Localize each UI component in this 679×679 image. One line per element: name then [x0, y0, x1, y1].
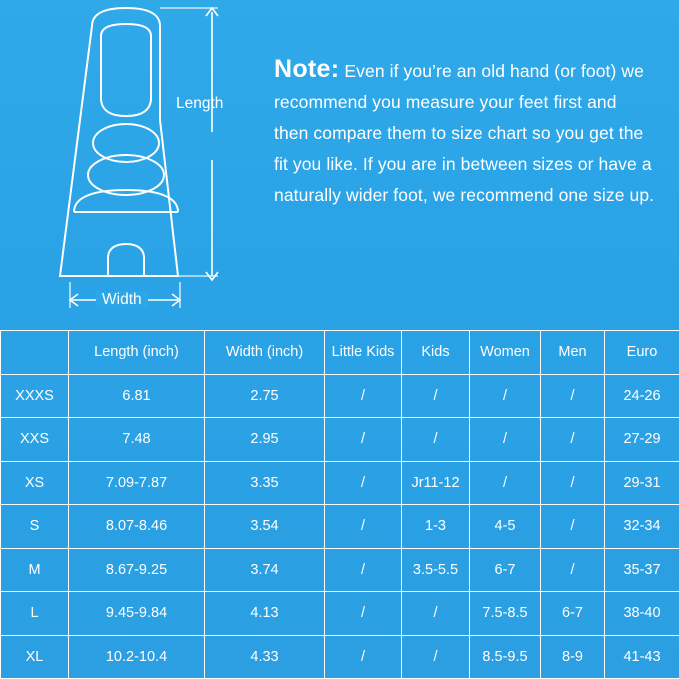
cell-length: 10.2-10.4	[69, 635, 205, 679]
table-row	[1, 505, 679, 549]
cell-size: XXS	[1, 418, 69, 462]
cell-length: 9.45-9.84	[69, 592, 205, 636]
cell-little-kids: /	[325, 461, 402, 505]
cell-width: 3.35	[205, 461, 325, 505]
cell-euro: 38-40	[605, 592, 679, 636]
cell-size: M	[1, 548, 69, 592]
swim-fin-diagram	[0, 0, 270, 330]
cell-width: 2.95	[205, 418, 325, 462]
cell-length: 7.48	[69, 418, 205, 462]
cell-length: 8.07-8.46	[69, 505, 205, 549]
column-header-size	[1, 331, 69, 375]
cell-men: /	[541, 505, 605, 549]
table-row	[1, 592, 679, 636]
cell-men: /	[541, 374, 605, 418]
column-header-little-kids: Little Kids	[325, 331, 402, 375]
column-header-kids: Kids	[402, 331, 470, 375]
cell-size: L	[1, 592, 69, 636]
cell-women: /	[470, 374, 541, 418]
table-row	[1, 548, 679, 592]
cell-length: 6.81	[69, 374, 205, 418]
length-dimension-label: Length	[176, 95, 224, 112]
cell-size: S	[1, 505, 69, 549]
cell-length: 8.67-9.25	[69, 548, 205, 592]
cell-little-kids: /	[325, 418, 402, 462]
cell-women: 8.5-9.5	[470, 635, 541, 679]
cell-women: /	[470, 418, 541, 462]
fin-illustration-svg	[0, 0, 270, 330]
note-body: Even if you’re an old hand (or foot) we recommend you measure your feet first and then compare them to size chart so you get the fit you like. If you are in between sizes or have a naturally wider foot, we recommend one size up.	[274, 60, 655, 205]
cell-size: XL	[1, 635, 69, 679]
column-header-women: Women	[470, 331, 541, 375]
cell-men: /	[541, 461, 605, 505]
cell-little-kids: /	[325, 635, 402, 679]
cell-length: 7.09-7.87	[69, 461, 205, 505]
cell-width: 4.13	[205, 592, 325, 636]
cell-width: 2.75	[205, 374, 325, 418]
note-paragraph	[274, 54, 655, 211]
cell-euro: 29-31	[605, 461, 679, 505]
cell-kids: /	[402, 418, 470, 462]
table-row	[1, 461, 679, 505]
cell-euro: 32-34	[605, 505, 679, 549]
cell-kids: /	[402, 374, 470, 418]
cell-men: 6-7	[541, 592, 605, 636]
cell-width: 3.54	[205, 505, 325, 549]
cell-width: 4.33	[205, 635, 325, 679]
cell-little-kids: /	[325, 505, 402, 549]
note-block	[270, 0, 679, 330]
cell-size: XXXS	[1, 374, 69, 418]
cell-men: /	[541, 418, 605, 462]
table-row	[1, 374, 679, 418]
column-header-width: Width (inch)	[205, 331, 325, 375]
cell-size: XS	[1, 461, 69, 505]
table-header-row	[1, 331, 679, 375]
cell-width: 3.74	[205, 548, 325, 592]
cell-euro: 24-26	[605, 374, 679, 418]
cell-kids: 1-3	[402, 505, 470, 549]
table-row	[1, 635, 679, 679]
cell-women: 4-5	[470, 505, 541, 549]
cell-women: /	[470, 461, 541, 505]
cell-euro: 35-37	[605, 548, 679, 592]
cell-euro: 41-43	[605, 635, 679, 679]
cell-little-kids: /	[325, 548, 402, 592]
cell-kids: 3.5-5.5	[402, 548, 470, 592]
cell-kids: Jr11-12	[402, 461, 470, 505]
table-row	[1, 418, 679, 462]
top-section	[0, 0, 679, 330]
column-header-men: Men	[541, 331, 605, 375]
cell-women: 7.5-8.5	[470, 592, 541, 636]
size-table-wrapper	[0, 330, 679, 679]
column-header-euro: Euro	[605, 331, 679, 375]
cell-euro: 27-29	[605, 418, 679, 462]
cell-kids: /	[402, 592, 470, 636]
column-header-length: Length (inch)	[69, 331, 205, 375]
cell-little-kids: /	[325, 374, 402, 418]
size-table	[0, 330, 679, 679]
note-label: Note:	[274, 54, 340, 83]
cell-men: /	[541, 548, 605, 592]
cell-little-kids: /	[325, 592, 402, 636]
width-dimension-label: Width	[96, 291, 148, 309]
cell-kids: /	[402, 635, 470, 679]
cell-men: 8-9	[541, 635, 605, 679]
cell-women: 6-7	[470, 548, 541, 592]
